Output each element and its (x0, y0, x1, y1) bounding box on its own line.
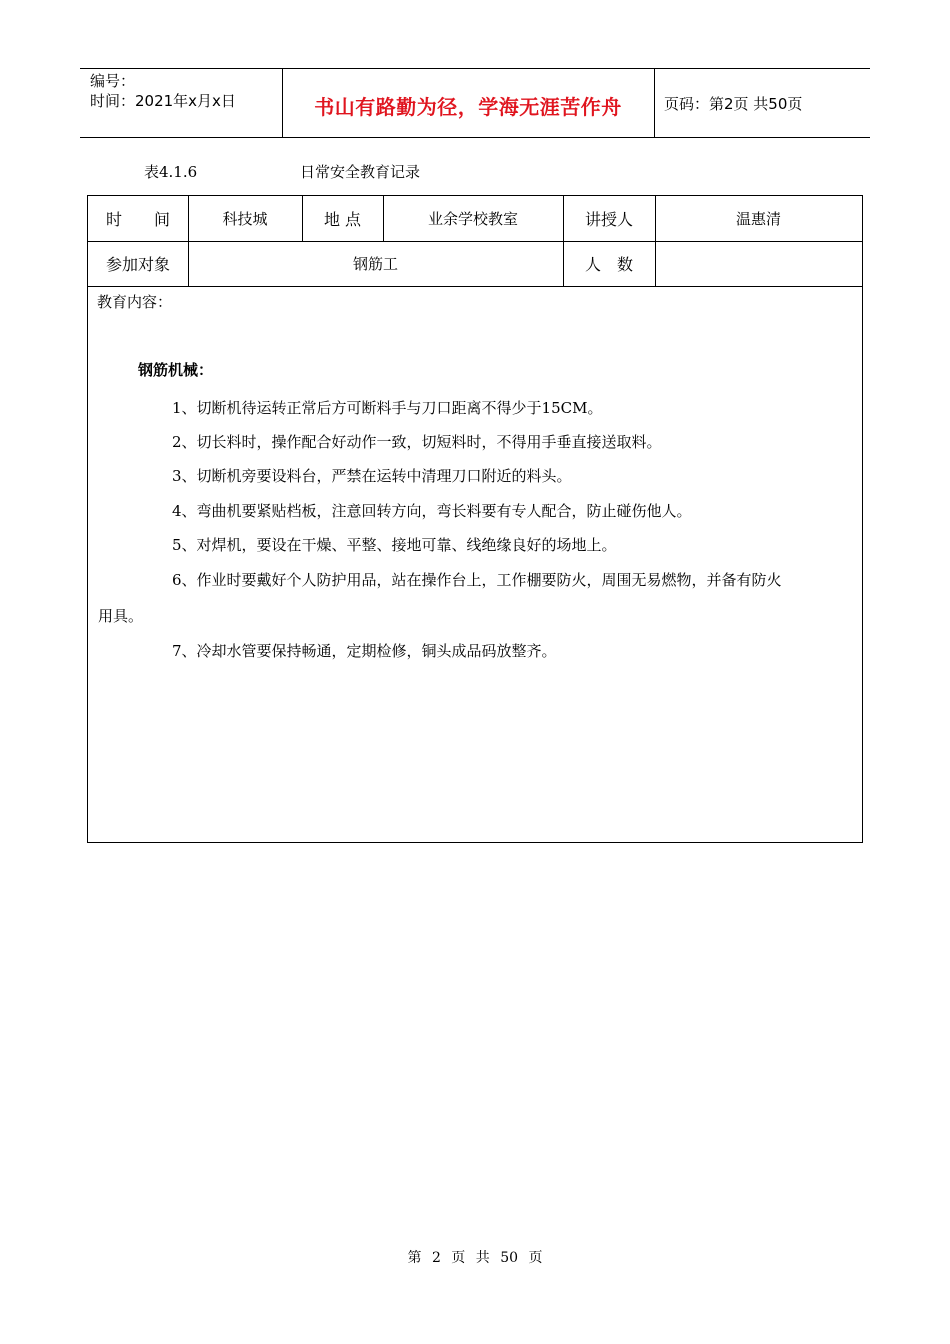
content-subtitle: 钢筋机械： (138, 361, 214, 379)
time-label: 时 间 (105, 210, 170, 229)
list-item: 7、冷却水管要保持畅通，定期检修，铜头成品码放整齐。 (172, 642, 557, 660)
document-header (80, 68, 870, 138)
list-item: 3、切断机旁要设料台，严禁在运转中清理刀口附近的料头。 (172, 467, 572, 485)
content-label: 教育内容： (97, 293, 173, 311)
list-item: 5、对焊机，要设在干燥、平整、接地可靠、线绝缘良好的场地上。 (172, 536, 617, 554)
list-item: 1、切断机待运转正常后方可断料手与刀口距离不得少于15CM。 (172, 399, 603, 417)
list-item-continuation: 用具。 (98, 607, 144, 625)
header-divider (654, 69, 655, 137)
lecturer-value: 温惠清 (735, 210, 781, 228)
table-title: 日常安全教育记录 (300, 163, 421, 181)
place-label: 地 点 (323, 210, 362, 229)
serial-label: 编号： (90, 72, 136, 90)
place-value: 业余学校教室 (427, 210, 518, 228)
header-motto: 书山有路勤为径，学海无涯苦作舟 (314, 95, 622, 119)
count-label: 人 数 (584, 255, 633, 274)
page-footer: 第 2 页 共 50 页 (407, 1250, 543, 1266)
header-page-info: 页码：第2页 共50页 (664, 95, 803, 113)
list-item: 6、作业时要戴好个人防护用品，站在操作台上，工作棚要防火，周围无易燃物，并备有防火 (172, 571, 782, 589)
time-line: 时间：2021年x月x日 (90, 92, 236, 110)
row-divider (88, 286, 862, 287)
count-value (655, 241, 862, 286)
safety-education-record-table (87, 195, 863, 843)
participants-label: 参加对象 (105, 255, 170, 274)
participants-value: 钢筋工 (352, 255, 398, 273)
time-value: 科技城 (222, 210, 268, 228)
header-meta (90, 71, 236, 111)
table-number: 表4.1.6 (144, 163, 198, 181)
list-item: 2、切长料时，操作配合好动作一致，切短料时，不得用手垂直接送取料。 (172, 433, 662, 451)
list-item: 4、弯曲机要紧贴档板，注意回转方向，弯长料要有专人配合，防止碰伤他人。 (172, 502, 692, 520)
lecturer-label: 讲授人 (584, 210, 633, 229)
